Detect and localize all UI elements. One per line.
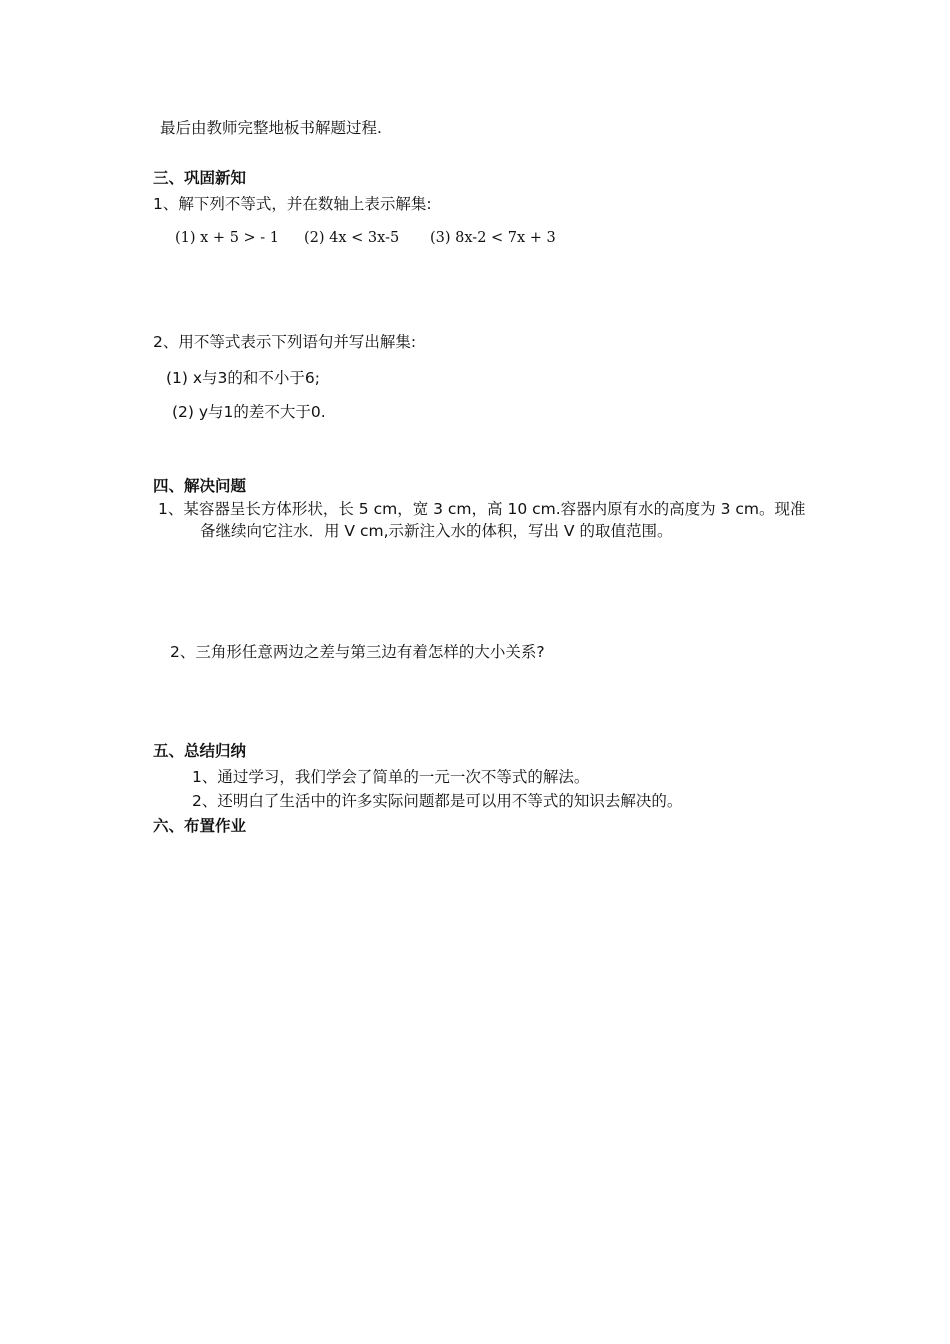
s3-q1-part-1: (1) x + 5 > - 1 <box>175 230 280 246</box>
s3-q1-part-2: (2) 4x < 3x-5 <box>304 230 400 246</box>
s3-q1-parts <box>175 228 556 248</box>
s4-q2: 2、三角形任意两边之差与第三边有着怎样的大小关系? <box>170 643 545 661</box>
s4-q1-line-1: 1、某容器呈长方体形状，长 5 cm，宽 3 cm，高 10 cm.容器内原有水的高度为 3 cm。现准 <box>158 500 806 518</box>
s5-item-1: 1、通过学习，我们学会了简单的一元一次不等式的解法。 <box>192 768 590 786</box>
s4-q1-line-2: 备继续向它注水．用 V cm,示新注入水的体积，写出 V 的取值范围。 <box>200 522 673 540</box>
section-4-heading: 四、解决问题 <box>153 477 247 495</box>
s3-q1-part-3: (3) 8x-2 < 7x + 3 <box>430 230 556 246</box>
section-6-heading: 六、布置作业 <box>153 817 247 835</box>
closing-line: 最后由教师完整地板书解题过程. <box>160 119 382 137</box>
s3-q2-prompt: 2、用不等式表示下列语句并写出解集: <box>153 333 417 351</box>
section-5-heading: 五、总结归纳 <box>153 742 247 760</box>
s3-q1-prompt: 1、解下列不等式，并在数轴上表示解集: <box>153 195 432 213</box>
s3-q2-part-1: (1) x与3的和不小于6; <box>166 369 321 387</box>
s3-q2-part-2: (2) y与1的差不大于0. <box>172 403 326 421</box>
s5-item-2: 2、还明白了生活中的许多实际问题都是可以用不等式的知识去解决的。 <box>192 792 683 810</box>
section-3-heading: 三、巩固新知 <box>153 169 247 187</box>
